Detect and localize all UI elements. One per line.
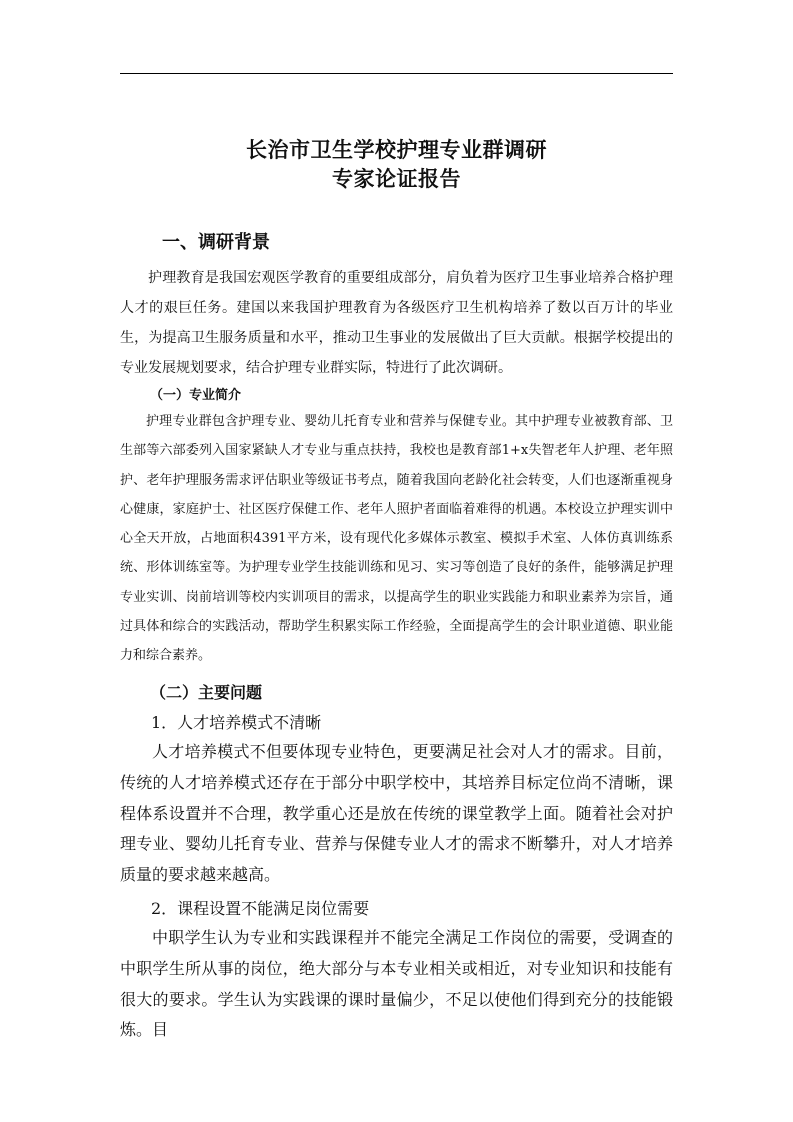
problem-item-2-paragraph: 中职学生认为专业和实践课程并不能完全满足工作岗位的需要，受调查的中职学生所从事的岗位，绝大部分与本专业相关或相近，对专业知识和技能有很大的要求。学生认为实践课的课时量偏少，不足以使他们得到充分的技能锻炼。目 [120,928,673,1040]
document-title-line2: 专家论证报告 [332,166,461,191]
problem-item-2-label: 2．课程设置不能满足岗位需要 [151,899,370,918]
subsection-heading-intro: （一）专业简介 [150,388,242,403]
problem-item-1-paragraph: 人才培养模式不但要体现专业特色，更要满足社会对人才的需求。目前，传统的人才培养模式还存在于部分中职学校中，其培养目标定位尚不清晰，课程体系设置并不合理，教学重心还是放在传统的课堂教学上面。随着社会对护理专业、婴幼儿托育专业、营养与保健专业人才的需求不断攀升，对人才培养质量的要求越来越高。 [120,742,673,885]
background-paragraph: 护理教育是我国宏观医学教育的重要组成部分，肩负着为医疗卫生事业培养合格护理人才的艰巨任务。建国以来我国护理教育为各级医疗卫生机构培养了数以百万计的毕业生，为提高卫生服务质量和水平，推动卫生事业的发展做出了巨大贡献。根据学校提出的专业发展规划要求，结合护理专业群实际，特进行了此次调研。 [120,270,673,376]
header-rule [120,73,673,74]
section-heading-background: 一、调研背景 [162,232,270,253]
problem-item-1-label: 1．人才培养模式不清晰 [151,713,322,732]
document-title-line1: 长治市卫生学校护理专业群调研 [246,137,547,162]
subsection-heading-problems: （二）主要问题 [150,683,263,702]
intro-paragraph: 护理专业群包含护理专业、婴幼儿托育专业和营养与保健专业。其中护理专业被教育部、卫生部等六部委列入国家紧缺人才专业与重点扶持，我校也是教育部1+x失智老年人护理、老年照护、老年护理服务需求评估职业等级证书考点，随着我国向老龄化社会转变，人们也逐渐重视身心健康，家庭护士、社区医疗保健工作、老年人照护者面临着难得的机遇。本校设立护理实训中心全天开放，占地面积4391平方米，设有现代化多媒体示教室、模拟手术室、人体仿真训练系统、形体训练室等。为护理专业学生技能训练和见习、实习等创造了良好的条件，能够满足护理专业实训、岗前培训等校内实训项目的需求，以提高学生的职业实践能力和职业素养为宗旨，通过具体和综合的实践活动，帮助学生积累实际工作经验，全面提高学生的会计职业道德、职业能力和综合素养。 [120,414,673,664]
